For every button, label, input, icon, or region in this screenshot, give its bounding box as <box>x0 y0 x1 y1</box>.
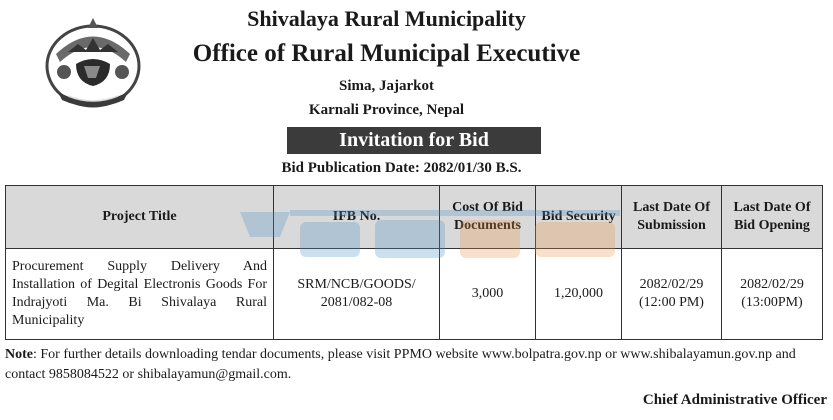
opening-date: 2082/02/29 <box>740 277 804 292</box>
header-cost: Cost Of Bid Documents <box>440 186 536 249</box>
office-title: Office of Rural Municipal Executive <box>192 40 581 67</box>
header-last-opening: Last Date Of Bid Opening <box>722 186 823 249</box>
note-label: Note <box>5 347 33 362</box>
header-project-title: Project Title <box>6 186 274 249</box>
publication-date-row <box>0 160 833 177</box>
note-paragraph <box>5 345 827 385</box>
submission-date: 2082/02/29 <box>639 277 704 292</box>
cell-project-title: Procurement Supply Delivery And Installation of Degital Electronis Goods For Indrajyoti Ma. Bi Shivalaya Rural Municipality <box>6 249 274 340</box>
address-line-2: Karnali Province, Nepal <box>308 102 465 118</box>
opening-time: (13:00PM) <box>741 295 803 310</box>
publication-date: Bid Publication Date: 2082/01/30 B.S. <box>281 160 522 176</box>
table-row <box>6 249 823 340</box>
header-last-submission: Last Date Of Submission <box>622 186 722 249</box>
cell-submission <box>622 249 722 340</box>
ifb-line-2: 2081/082-08 <box>320 295 393 310</box>
invitation-banner: Invitation for Bid <box>287 127 541 154</box>
address-line-1: Sima, Jajarkot <box>339 78 434 94</box>
cell-cost: 3,000 <box>440 249 536 340</box>
table-header-row <box>6 186 823 249</box>
cell-opening <box>722 249 823 340</box>
cell-security: 1,20,000 <box>536 249 622 340</box>
signature-title: Chief Administrative Officer <box>642 392 827 408</box>
ifb-line-1: SRM/NCB/GOODS/ <box>297 277 416 292</box>
bid-table <box>5 185 823 340</box>
header-ifb-no: IFB No. <box>274 186 440 249</box>
municipality-name: Shivalaya Rural Municipality <box>247 6 526 31</box>
header-security: Bid Security <box>536 186 622 249</box>
cell-ifb-no <box>274 249 440 340</box>
note-text: : For further details downloading tendar documents, please visit PPMO website www.bolpatra.gov.np or www.shibalayamun.gov.np and contact 9858084522 or shibalayamun@gmail.com. <box>5 347 796 382</box>
submission-time: (12:00 PM) <box>639 295 704 310</box>
